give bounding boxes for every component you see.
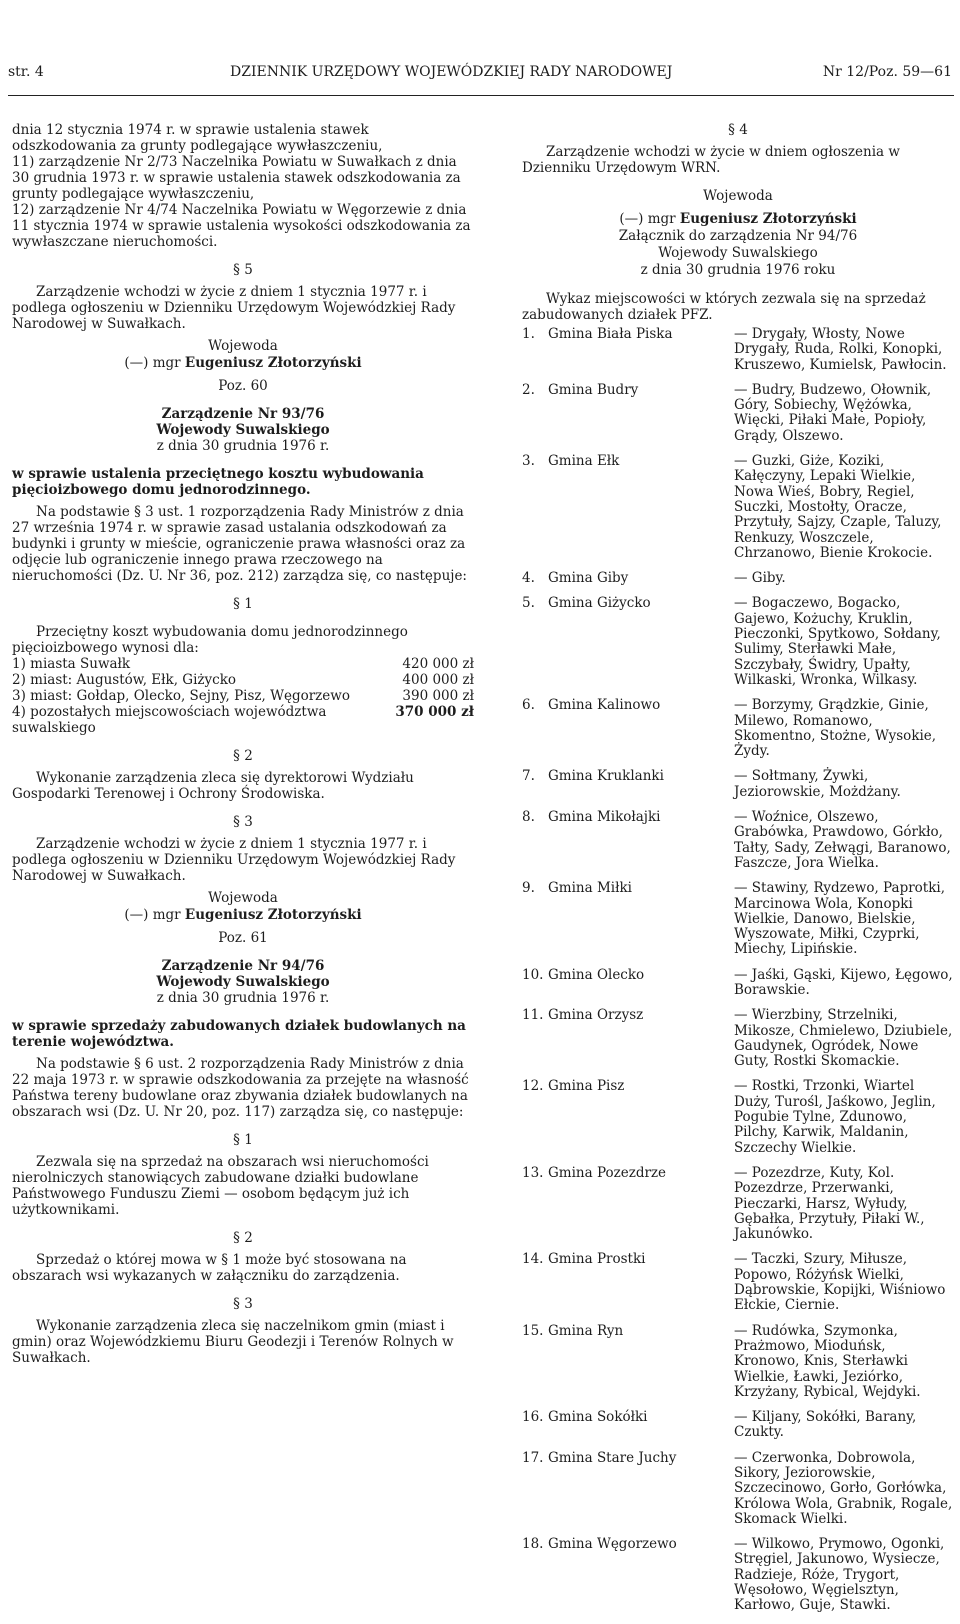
- item-villages: — Drygały, Włosty, Nowe Drygały, Ruda, Rolki, Konopki, Kruszewo, Kumielsk, Pawłocin.: [734, 326, 947, 373]
- item-number: 8.: [522, 809, 535, 826]
- issue-number: Nr 12/Poz. 59—61: [822, 64, 952, 80]
- item-gmina: Gmina Pisz: [548, 1078, 625, 1095]
- list-item: [522, 1166, 954, 1242]
- ordinance-94-s2-text: Sprzedaż o której mowa w § 1 może być stosowana na obszarach wsi wykazanych w załączniku do zarządzenia.: [12, 1252, 407, 1284]
- item-gmina: Gmina Miłki: [548, 880, 632, 897]
- item-number: 14.: [522, 1251, 544, 1268]
- list-item: [522, 881, 954, 957]
- item-villages: — Budry, Budzewo, Ołownik, Góry, Sobiechy, Wężówka, Więcki, Piłaki Małe, Popioły, Grądy, Olszewo.: [734, 381, 932, 444]
- amount-label: 1) miasta Suwałk: [12, 656, 131, 672]
- left-column: [12, 122, 474, 1366]
- amount-row: [12, 704, 474, 736]
- ordinance-94-s2-heading: § 2: [233, 1230, 253, 1246]
- amount-row: [12, 688, 474, 704]
- list-item: [522, 596, 954, 688]
- item-gmina: Gmina Kalinowo: [548, 697, 661, 714]
- item-villages: — Wierzbiny, Strzelniki, Mikosze, Chmielewo, Dziubiele, Gaudynek, Ogródek, Nowe Guty, Rostki Skomackie.: [734, 1007, 953, 1070]
- ordinance-94-date: z dnia 30 grudnia 1976 r.: [156, 990, 330, 1006]
- signature-title: Wojewoda: [703, 188, 773, 204]
- list-item: [522, 1252, 954, 1313]
- ordinance-94-s3-text: Wykonanie zarządzenia zleca się naczelnikom gmin (miast i gmin) oraz Wojewódzkiemu Biuru Geodezji i Terenów Rolnych w Suwałkach.: [12, 1318, 454, 1366]
- signature-line: [522, 211, 954, 228]
- item-villages: — Giby.: [734, 570, 786, 587]
- list-item: [522, 1537, 954, 1613]
- ordinance-93-preamble: Na podstawie § 3 ust. 1 rozporządzenia Rady Ministrów z dnia 27 września 1974 r. w sprawie zasad ustalania odszkodowań za budynki i grunty w mieście, ograniczenie prawa własności oraz za odjęcie lub ograniczenie innego prawa rzeczowego na nieruchomości (Dz. U. Nr 36, poz. 212) zarządza się, co następuje:: [12, 504, 467, 584]
- ordinance-94-s1-heading: § 1: [233, 1132, 253, 1148]
- ordinance-93-subject: w sprawie ustalenia przeciętnego kosztu wybudowania pięcioizbowego domu jednorodzinnego.: [12, 466, 424, 498]
- item-villages: — Stawiny, Rydzewo, Paprotki, Marcinowa Wola, Konopki Wielkie, Danowo, Bielskie, Wyszowate, Miłki, Czyprki, Miechy, Lipińskie.: [734, 880, 946, 958]
- list-item: [522, 810, 954, 871]
- signature-line: [12, 355, 474, 372]
- ordinance-94-s3-heading: § 3: [233, 1296, 253, 1312]
- signature-name: Eugeniusz Złotorzyński: [679, 211, 857, 227]
- item-gmina: Gmina Ryn: [548, 1322, 624, 1339]
- item-villages: — Borzymy, Grądzkie, Ginie, Milewo, Romanowo, Skomentno, Stożne, Wysokie, Żydy.: [734, 697, 937, 760]
- annex-author: Wojewody Suwalskiego: [658, 245, 818, 261]
- item-villages: — Jaśki, Gąski, Kijewo, Łęgowo, Borawskie.: [734, 966, 953, 998]
- item-gmina: Gmina Giby: [548, 570, 629, 587]
- item-villages: — Woźnice, Olszewo, Grabówka, Prawdowo, Górkło, Tałty, Sady, Zełwągi, Baranowo, Faszcze, Jora Wielka.: [734, 809, 951, 871]
- ordinance-93-title: Zarządzenie Nr 93/76: [161, 406, 325, 422]
- section-5-text: Zarządzenie wchodzi w życie z dniem 1 stycznia 1977 r. i podlega ogłoszeniu w Dzienniku Urzędowym Wojewódzkiej Rady Narodowej w Suwałkach.: [12, 284, 456, 332]
- item-number: 18.: [522, 1536, 544, 1553]
- item-villages: — Taczki, Szury, Miłusze, Popowo, Różyńsk Wielki, Dąbrowskie, Kopijki, Wiśniowo Ełckie, Ciernie.: [734, 1251, 946, 1314]
- header-rule: [8, 95, 954, 96]
- amount-label: 2) miast: Augustów, Ełk, Giżycko: [12, 672, 237, 688]
- item-villages: — Kiljany, Sokółki, Barany, Czukty.: [734, 1409, 917, 1441]
- item-gmina: Gmina Budry: [548, 381, 639, 398]
- item-number: 13.: [522, 1164, 544, 1181]
- item-villages: — Pozezdrze, Kuty, Kol. Pozezdrze, Przerwanki, Pieczarki, Harsz, Wyłudy, Gębałka, Przytuły, Piłaki W., Jakunówko.: [734, 1164, 925, 1243]
- right-column: [522, 122, 954, 1624]
- item-gmina: Gmina Ełk: [548, 453, 620, 470]
- ordinance-93-s1-heading: § 1: [233, 596, 253, 612]
- signature-line: [12, 907, 474, 924]
- item-villages: — Bogaczewo, Bogacko, Gajewo, Kożuchy, Kruklin, Pieczonki, Spytkowo, Sołdany, Sulimy, Sterławki Małe, Szczybały, Świdry, Upałty, Wilkaski, Wronka, Wilkasy.: [734, 595, 941, 688]
- item-gmina: Gmina Węgorzewo: [548, 1536, 677, 1553]
- list-item: [522, 769, 954, 800]
- signature-prefix: (—) mgr: [619, 211, 676, 227]
- ordinance-93-s2-heading: § 2: [233, 748, 253, 764]
- ordinance-93-author: Wojewody Suwalskiego: [156, 422, 330, 438]
- list-item: [522, 327, 954, 373]
- section-4-heading: § 4: [728, 122, 748, 138]
- signature-title: Wojewoda: [208, 890, 278, 906]
- item-gmina: Gmina Kruklanki: [548, 768, 664, 785]
- journal-title: DZIENNIK URZĘDOWY WOJEWÓDZKIEJ RADY NARODOWEJ: [230, 64, 673, 80]
- ordinance-94-subject: w sprawie sprzedaży zabudowanych działek budowlanych na terenie województwa.: [12, 1018, 466, 1050]
- item-villages: — Rostki, Trzonki, Wiartel Duży, Turośl, Jaśkowo, Jeglin, Pogubie Tylne, Zdunowo, Pilchy, Karwik, Maldanin, Szczechy Wielkie.: [734, 1078, 936, 1156]
- ordinance-93-s3-text: Zarządzenie wchodzi w życie z dniem 1 stycznia 1977 r. i podlega ogłoszeniu w Dzienniku Urzędowym Wojewódzkiej Rady Narodowej w Suwałkach.: [12, 836, 456, 884]
- section-4-text: Zarządzenie wchodzi w życie w dniem ogłoszenia w Dzienniku Urzędowym WRN.: [522, 144, 900, 176]
- amount-label: 4) pozostałych miejscowościach województwa suwalskiego: [12, 704, 327, 736]
- item-number: 4.: [522, 570, 535, 587]
- signature-name: Eugeniusz Złotorzyński: [184, 907, 362, 923]
- amounts-table: [12, 656, 474, 736]
- item-gmina: Gmina Prostki: [548, 1251, 646, 1268]
- amount-label: 3) miast: Gołdap, Olecko, Sejny, Pisz, Węgorzewo: [12, 688, 350, 704]
- poz-61-label: Poz. 61: [218, 930, 268, 946]
- poz-60-label: Poz. 60: [218, 378, 268, 394]
- intro-list: dnia 12 stycznia 1974 r. w sprawie ustalenia stawek odszkodowania za grunty podlegające wywłaszczeniu, 11) zarządzenie Nr 2/73 Naczelnika Powiatu w Suwałkach z dnia 30 grudnia 1973 r. w sprawie ustalenia stawek odszkodowania za grunty podlegające wywłaszczeniu, 12) zarządzenie Nr 4/74 Naczelnika Powiatu w Węgorzewie z dnia 11 stycznia 1974 w sprawie ustalenia wysokości odszkodowania za wywłaszczane nieruchomości.: [12, 122, 471, 250]
- list-item: [522, 1410, 954, 1441]
- ordinance-94-preamble: Na podstawie § 6 ust. 2 rozporządzenia Rady Ministrów z dnia 22 maja 1973 r. w sprawie odszkodowania za przejęte na własność Państwa tereny budowlane oraz zbywania działek budowlanych na obszarach wsi (Dz. U. Nr 20, poz. 117) zarządza się, co następuje:: [12, 1056, 469, 1120]
- item-gmina: Gmina Pozezdrze: [548, 1164, 667, 1181]
- item-gmina: Gmina Mikołajki: [548, 809, 661, 826]
- section-5-heading: § 5: [233, 262, 253, 278]
- list-item: [522, 1324, 954, 1400]
- municipality-list: [522, 327, 954, 1614]
- signature-title: Wojewoda: [208, 338, 278, 354]
- item-villages: — Guzki, Giże, Koziki, Kałęczyny, Lepaki Wielkie, Nowa Wieś, Bobry, Regiel, Suczki, Mostołty, Oracze, Przytuły, Sajzy, Czaple, Taluzy, Renkuzy, Woszczele, Chrzanowo, Bienie Krokocie.: [734, 453, 942, 561]
- item-number: 1.: [522, 326, 535, 342]
- item-number: 7.: [522, 768, 535, 785]
- list-item: [522, 1008, 954, 1069]
- list-item: [522, 571, 954, 586]
- item-villages: — Wilkowo, Prymowo, Ogonki, Stręgiel, Jakunowo, Wysiecze, Radzieje, Róże, Trygort, Węsołowo, Węgielsztyn, Karłowo, Guje, Stawki.: [734, 1536, 945, 1614]
- list-item: [522, 383, 954, 444]
- page-number: str. 4: [8, 64, 44, 80]
- amount-row: [12, 672, 474, 688]
- item-number: 17.: [522, 1449, 544, 1466]
- amount-row: [12, 656, 474, 672]
- item-number: 11.: [522, 1007, 544, 1024]
- amount-value: 370 000 zł: [395, 704, 474, 720]
- annex-date: z dnia 30 grudnia 1976 roku: [640, 262, 836, 278]
- item-number: 9.: [522, 880, 535, 897]
- list-item: [522, 1079, 954, 1155]
- item-gmina: Gmina Stare Juchy: [548, 1449, 677, 1466]
- list-item: [522, 454, 954, 561]
- list-intro: Wykaz miejscowości w których zezwala się na sprzedaż zabudowanych działek PFZ.: [522, 291, 926, 323]
- signature-prefix: (—) mgr: [124, 355, 181, 371]
- item-gmina: Gmina Biała Piska: [548, 326, 673, 342]
- item-number: 2.: [522, 381, 535, 398]
- ordinance-93-s2-text: Wykonanie zarządzenia zleca się dyrektorowi Wydziału Gospodarki Terenowej i Ochrony Środowiska.: [12, 770, 414, 802]
- item-number: 10.: [522, 966, 544, 983]
- amount-value: 420 000 zł: [402, 656, 474, 672]
- item-gmina: Gmina Orzysz: [548, 1007, 644, 1024]
- amount-value: 400 000 zł: [402, 672, 474, 688]
- item-number: 5.: [522, 595, 535, 612]
- ordinance-94-author: Wojewody Suwalskiego: [156, 974, 330, 990]
- item-villages: — Sołtmany, Żywki, Jeziorowskie, Możdżany.: [734, 768, 901, 800]
- item-gmina: Gmina Olecko: [548, 966, 645, 983]
- item-villages: — Rudówka, Szymonka, Prażmowo, Mioduńsk, Kronowo, Knis, Sterławki Wielkie, Ławki, Jeziórko, Krzyżany, Rybical, Wejdyki.: [734, 1322, 921, 1400]
- list-item: [522, 1451, 954, 1527]
- item-gmina: Gmina Giżycko: [548, 595, 651, 612]
- ordinance-93-date: z dnia 30 grudnia 1976 r.: [156, 438, 330, 454]
- item-villages: — Czerwonka, Dobrowola, Sikory, Jeziorowskie, Szczecinowo, Gorło, Gorłówka, Królowa Wola, Grabnik, Rogale, Skomack Wielki.: [734, 1449, 953, 1527]
- list-item: [522, 698, 954, 759]
- ordinance-93-s3-heading: § 3: [233, 814, 253, 830]
- ordinance-94-title: Zarządzenie Nr 94/76: [161, 958, 325, 974]
- list-item: [522, 968, 954, 999]
- ordinance-93-s1-text: Przeciętny koszt wybudowania domu jednorodzinnego pięcioizbowego wynosi dla:: [12, 624, 408, 656]
- item-number: 15.: [522, 1322, 544, 1339]
- item-number: 16.: [522, 1409, 544, 1426]
- item-number: 12.: [522, 1078, 544, 1095]
- amount-value: 390 000 zł: [402, 688, 474, 704]
- signature-name: Eugeniusz Złotorzyński: [184, 355, 362, 371]
- item-gmina: Gmina Sokółki: [548, 1409, 648, 1426]
- item-number: 6.: [522, 697, 535, 714]
- annex-title: Załącznik do zarządzenia Nr 94/76: [618, 228, 858, 244]
- signature-prefix: (—) mgr: [124, 907, 181, 923]
- ordinance-94-s1-text: Zezwala się na sprzedaż na obszarach wsi nieruchomości nierolniczych stanowiących zabudowane działki budowlane Państwowego Funduszu Ziemi — osobom będącym już ich użytkownikami.: [12, 1154, 429, 1218]
- item-number: 3.: [522, 453, 535, 470]
